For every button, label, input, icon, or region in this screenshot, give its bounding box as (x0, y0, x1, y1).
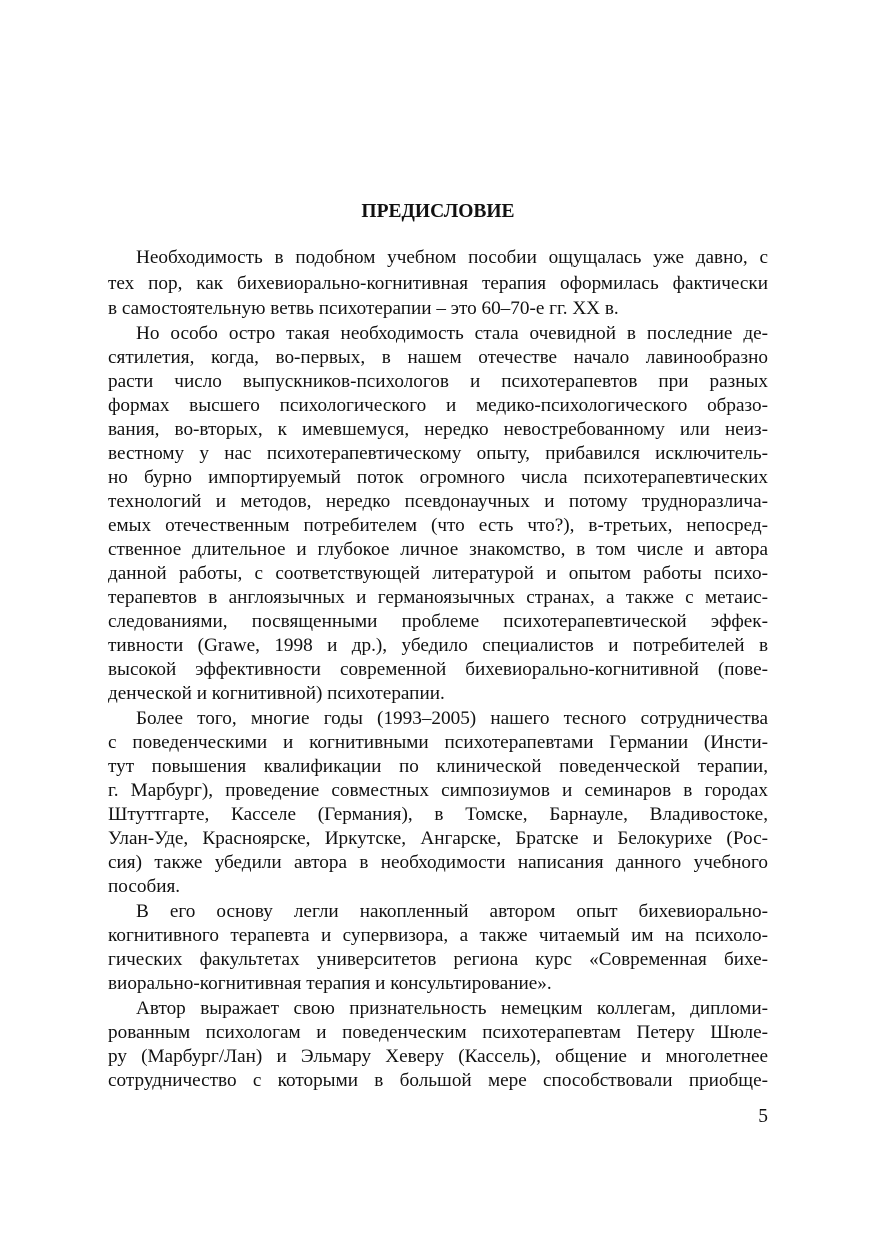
text-line: пособия. (108, 876, 181, 897)
text-line: сотрудничество с которыми в большой мере способствовали приобще- (108, 1070, 768, 1091)
text-line: гических факультетах университетов региона курс «Современная бихе- (108, 949, 768, 970)
text-line: Улан-Уде, Красноярске, Иркутске, Ангарске, Братске и Белокурихе (Рос- (108, 828, 768, 849)
text-line: г. Марбург), проведение совместных симпозиумов и семинаров в городах (108, 780, 768, 801)
text-line: тех пор, как бихевиорально-когнитивная терапия оформилась фактически (108, 273, 768, 294)
text-line: когнитивного терапевта и супервизора, а также читаемый им на психоло- (108, 925, 768, 946)
page-title: ПРЕДИСЛОВИЕ (361, 201, 515, 222)
text-line: вестному у нас психотерапевтическому опыту, прибавился исключитель- (108, 443, 768, 464)
text-line: виорально-когнитивная терапия и консультирование». (108, 973, 552, 994)
text-line: ру (Марбург/Лан) и Эльмару Хеверу (Кассель), общение и многолетнее (108, 1046, 768, 1067)
text-line: следованиями, посвященными проблеме психотерапевтической эффек- (108, 611, 768, 632)
text-line: Необходимость в подобном учебном пособии ощущалась уже давно, с (136, 247, 768, 268)
text-line: Штуттгарте, Касселе (Германия), в Томске, Барнауле, Владивостоке, (108, 804, 768, 825)
text-line: Более того, многие годы (1993–2005) нашего тесного сотрудничества (136, 708, 768, 729)
text-line: Но особо остро такая необходимость стала очевидной в последние де- (136, 323, 768, 344)
text-line: денческой и когнитивной) психотерапии. (108, 683, 445, 704)
text-line: емых отечественным потребителем (что есть что?), в-третьих, непосред- (108, 515, 768, 536)
text-line: сятилетия, когда, во-первых, в нашем отечестве начало лавинообразно (108, 347, 768, 368)
text-line: ственное длительное и глубокое личное знакомство, в том числе и автора (108, 539, 768, 560)
text-line: расти число выпускников-психологов и психотерапевтов при разных (108, 371, 768, 392)
text-line: сия) также убедили автора в необходимости написания данного учебного (108, 852, 768, 873)
text-line: тут повышения квалификации по клинической поведенческой терапии, (108, 756, 768, 777)
text-line: Автор выражает свою признательность немецким коллегам, дипломи- (136, 998, 768, 1019)
text-line: рованным психологам и поведенческим психотерапевтам Петеру Шюле- (108, 1022, 768, 1043)
text-line: формах высшего психологического и медико-психологического образо- (108, 395, 768, 416)
text-line: тивности (Grawe, 1998 и др.), убедило специалистов и потребителей в (108, 635, 768, 656)
text-line: вания, во-вторых, к имевшемуся, нередко невостребованному или неиз- (108, 419, 768, 440)
text-line: но бурно импортируемый поток огромного числа психотерапевтических (108, 467, 768, 488)
page-number: 5 (758, 1106, 768, 1127)
text-line: высокой эффективности современной бихевиорально-когнитивной (пове- (108, 659, 768, 680)
text-line: данной работы, с соответствующей литературой и опытом работы психо- (108, 563, 768, 584)
text-line: с поведенческими и когнитивными психотерапевтами Германии (Инсти- (108, 732, 768, 753)
text-line: в самостоятельную ветвь психотерапии – это 60–70-е гг. XX в. (108, 298, 619, 319)
text-line: В его основу легли накопленный автором опыт бихевиорально- (136, 901, 768, 922)
text-line: терапевтов в англоязычных и германоязычных странах, а также с метаис- (108, 587, 768, 608)
text-line: технологий и методов, нередко псевдонаучных и потому трудноразлича- (108, 491, 768, 512)
